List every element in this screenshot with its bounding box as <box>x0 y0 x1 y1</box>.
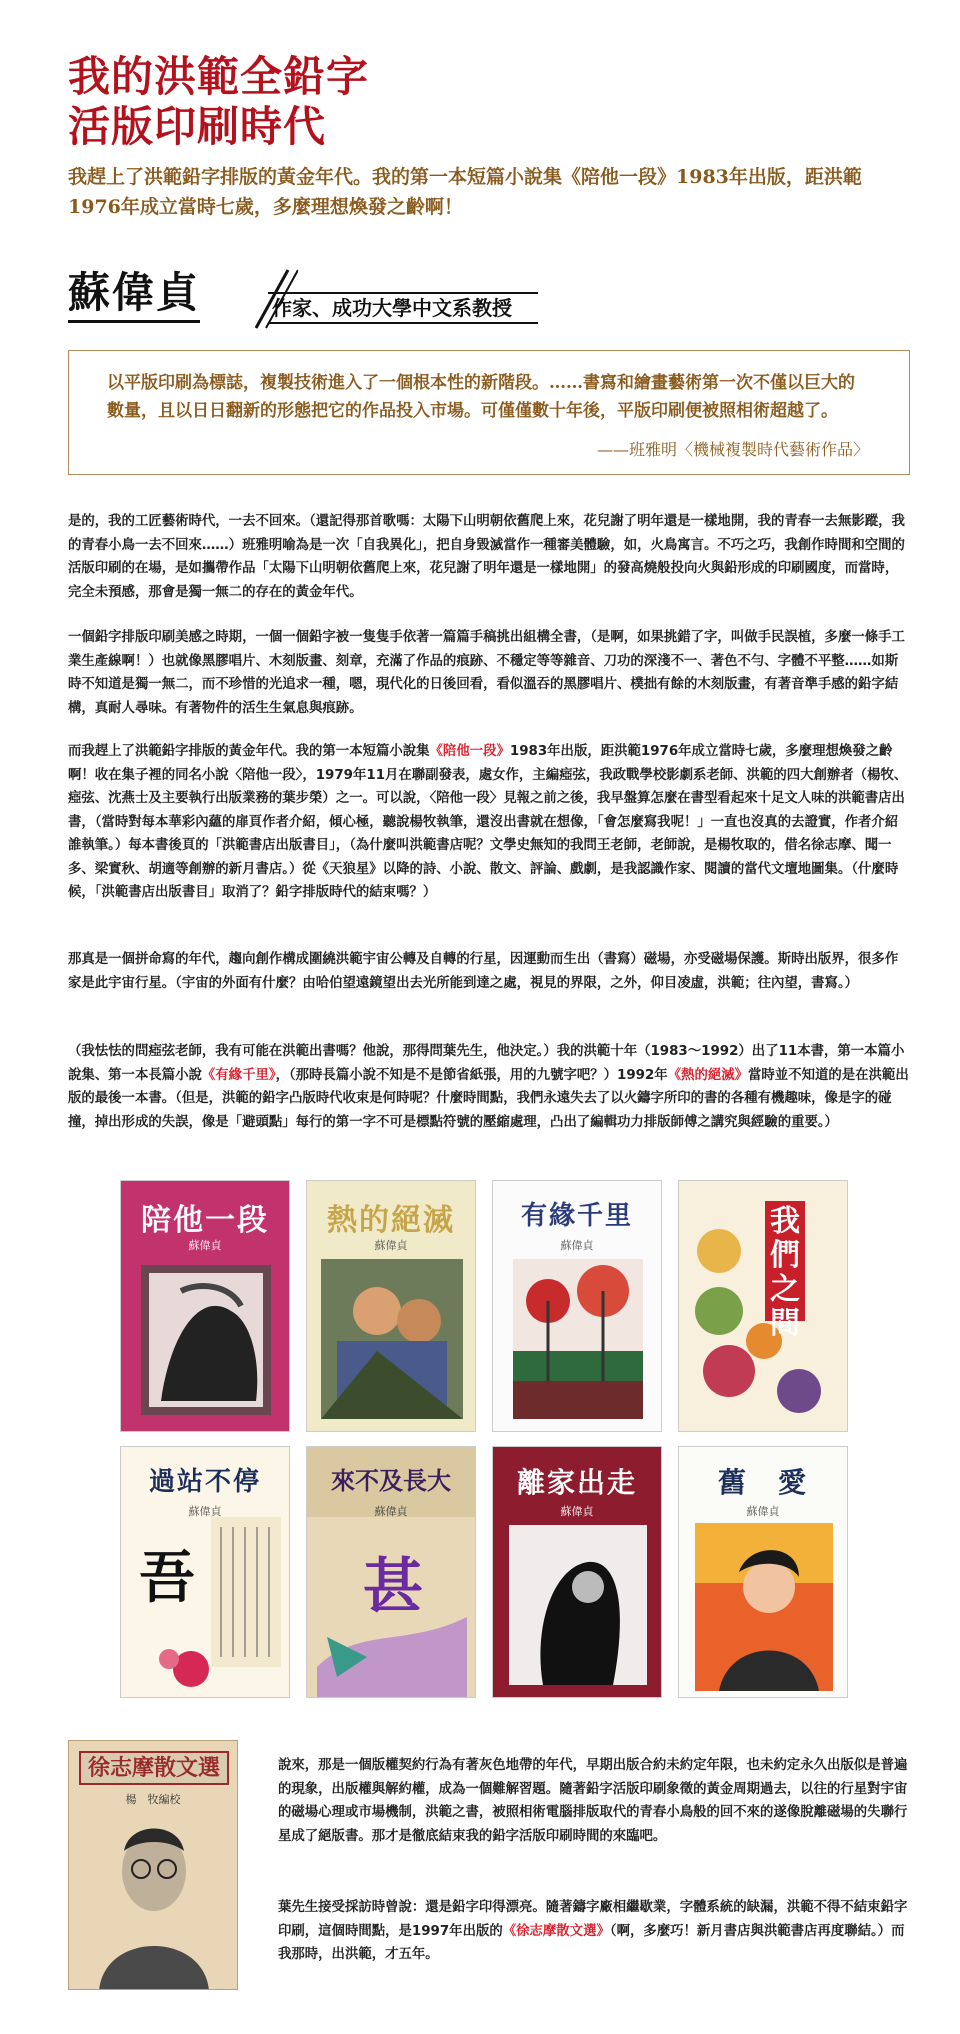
book-title-highlight: 《徐志摩散文選》 <box>502 1923 610 1939</box>
book-author: 蘇偉貞 <box>188 1505 222 1518</box>
book-title: 過站不停 <box>148 1467 261 1497</box>
svg-text:甚: 甚 <box>363 1552 423 1622</box>
svg-text:吾: 吾 <box>139 1545 195 1611</box>
book-cover-8 <box>678 1446 848 1698</box>
book-title: 舊 愛 <box>717 1466 808 1499</box>
author-name: 蘇偉貞 <box>68 266 200 323</box>
side-paragraph-2 <box>278 1896 908 1967</box>
book-title-highlight: 《熱的絕滅》 <box>667 1067 749 1083</box>
body-paragraph-3 <box>68 740 910 905</box>
book-author: 蘇偉貞 <box>746 1505 780 1518</box>
book-cover-1 <box>120 1180 290 1432</box>
body-text-span: 1983年出版，距洪範1976年成立當時七歲，多麼理想煥發之齡啊！收在集子裡的同名小說〈陪他一段〉，1979年11月在聯副發表，處女作，主編瘂弦，我政戰學校影劇系老師、洪範的四大創辦者（楊牧、瘂弦、沈燕士及主要執行出版業務的葉步榮）之一。可以說，〈陪他一段〉見報之前之後，我早盤算怎麼在書型看起來十足文人味的洪範書店出書，（當時對每本華彩內蘊的扉頁作者介紹，傾心極，聽說楊牧執筆，還沒出書就在想像，「會怎麼寫我呢！」一直也沒真的去證實，作者介紹誰執筆。）每本書後頁的「洪範書店出版書目」，（為什麼叫洪範書店呢？文學史無知的我問王老師，老師說，是楊牧取的，借名徐志摩、聞一多、梁實秋、胡適等創辦的新月書店。）從《天狼星》以降的詩、小說、散文、評論、戲劇，是我認識作家、閱讀的當代文壇地圖集。（什麼時候，「洪範書店出版書目」取消了？鉛字排版時代的結束嗎？） <box>68 744 908 900</box>
body-text-span: 而我趕上了洪範鉛字排版的黃金年代。我的第一本短篇小說集 <box>68 744 430 759</box>
title-line-2: 活版印刷時代 <box>68 102 327 151</box>
body-text-span: 葉先生接受採訪時曾說：還是鉛字印得漂亮。隨著鑄字廠相繼歇業，字體系統的缺漏，洪範不得不結束鉛字印刷，這個時間點，是1997年出版的 <box>278 1900 908 1939</box>
body-text-span: （我怯怯的問瘂弦老師，我有可能在洪範出書嗎？他說，那得問葉先生，他決定。）我的洪範十年（1983～1992）出了11本書，第一本篇小說集、第一本長篇小說 <box>68 1044 905 1083</box>
epigraph-source: ——班雅明〈機械複製時代藝術作品〉 <box>596 440 869 459</box>
body-text-span: 當時並不知道的是在洪範出版的最後一本書。（但是，洪範的鉛字凸版時代收束是何時呢？什麼時間點，我們永遠失去了以火鑄字所印的書的各種有機趣味，像是字的碰撞，掉出形成的失誤，像是「避頭點」每行的第一字不可是標點符號的壓縮處理，凸出了編輯功力排版師傅之講究與經驗的重要。） <box>68 1067 909 1130</box>
book-cover-7 <box>492 1446 662 1698</box>
book-cover-2 <box>306 1180 476 1432</box>
epigraph-box <box>68 350 910 475</box>
book-author: 蘇偉貞 <box>560 1505 594 1518</box>
book-author: 蘇偉貞 <box>374 1239 408 1252</box>
lead-paragraph: 我趕上了洪範鉛字排版的黃金年代。我的第一本短篇小說集《陪他一段》1983年出版，距洪範1976年成立當時七歲，多麼理想煥發之齡啊！ <box>68 166 862 218</box>
cover-illustration-icon <box>679 1181 848 1432</box>
book-cover-6 <box>306 1446 476 1698</box>
book-title: 來不及長大 <box>331 1466 451 1495</box>
portrait-illustration-icon <box>69 1741 238 1990</box>
book-cover-3 <box>492 1180 662 1432</box>
epigraph-text: 以平版印刷為標誌，複製技術進入了一個根本性的新階段。……書寫和繪畫藝術第一次不僅以巨大的數量，且以日日翻新的形態把它的作品投入市場。可僅僅數十年後，平版印刷便被照相術超越了。 <box>107 373 855 421</box>
book-cover-4 <box>678 1180 848 1432</box>
book-title: 有緣千里 <box>520 1201 633 1231</box>
body-text-span: （啊，多麼巧！新月書店與洪範書店再度聯結。）而我那時，出洪範，才五年。 <box>278 1923 905 1962</box>
body-paragraph-4: 那真是一個拼命寫的年代，趨向創作構成圍繞洪範宇宙公轉及自轉的行星，因運動而生出（書寫）磁場，亦受磁場保護。斯時出版界，很多作家是此宇宙行星。（宇宙的外面有什麼？由哈伯望遠鏡望出去光所能到達之處，視見的界限，之外，仰目凌虛，洪範；往內望，書寫。） <box>68 952 899 991</box>
body-paragraph-1: 是的，我的工匠藝術時代，一去不回來。（還記得那首歌嗎：太陽下山明朝依舊爬上來，花兒謝了明年還是一樣地開，我的青春一去無影蹤，我的青春小鳥一去不回來……）班雅明喻為是一次「自我異化」，把自身毀滅當作一種審美體驗，如，火鳥寓言。不巧之巧，我創作時間和空間的活版印刷的在場，是如攜帶作品「太陽下山明朝依舊爬上來，花兒謝了明年還是一樣地開」的發高燒般投向火與鉛形成的印刷國度，而當時，完全未預感，那會是獨一無二的存在的黃金年代。 <box>68 514 905 600</box>
author-role: 作家、成功大學中文系教授 <box>268 292 538 324</box>
side-paragraph-1: 說來，那是一個版權契約行為有著灰色地帶的年代，早期出版合約未約定年限，也未約定永久出版似是普遍的現象，出版權與解約權，成為一個難解習題。隨著鉛字活版印刷象徵的黃金周期過去，以往的行星對宇宙的磁場心理或市場機制，洪範之書，被照相術電腦排版取代的青春小鳥般的回不來的遂像脫離磁場的失聯行星成了絕版書。那才是徹底結束我的鉛字活版印刷時間的來臨吧。 <box>278 1758 908 1844</box>
book-author: 蘇偉貞 <box>374 1505 408 1518</box>
book-title: 離家出走 <box>516 1466 637 1499</box>
book-title: 陪他一段 <box>121 1195 289 1239</box>
title-line-1: 我的洪範全鉛字 <box>68 52 370 101</box>
book-cover-5 <box>120 1446 290 1698</box>
book-title-highlight: 《陪他一段》 <box>429 744 510 759</box>
book-editor: 楊 牧編校 <box>125 1793 181 1806</box>
body-paragraph-2: 一個鉛字排版印刷美感之時期，一個一個鉛字被一隻隻手依著一篇篇手稿挑出組構全書，（是啊，如果挑錯了字，叫做手民誤植，多麼一條手工業生產線啊！）也就像黑膠唱片、木刻版畫、刻章，充滿了作品的痕跡、不穩定等等雜音、刀功的深淺不一、著色不勻、字體不平整……如斯時不知道是獨一無二，而不珍惜的光追求一種，嗯，現代化的日後回看，看似溫吞的黑膠唱片、樸拙有餘的木刻版畫，有著音準手感的鉛字結構，真耐人尋味。有著物件的活生生氣息與痕跡。 <box>68 630 905 716</box>
book-author: 蘇偉貞 <box>560 1239 594 1252</box>
book-title: 熱的絕滅 <box>327 1203 455 1238</box>
page-title <box>68 52 369 152</box>
body-paragraph-5 <box>68 1040 910 1134</box>
author-byline <box>68 262 528 332</box>
xu-zhimo-book-cover <box>68 1740 238 1990</box>
book-title: 我們之間 <box>770 1204 800 1341</box>
book-author: 蘇偉貞 <box>188 1239 222 1252</box>
body-text-span: ，（那時長篇小說不知是不是節省紙張，用的九號字吧？）1992年 <box>275 1067 668 1083</box>
book-title-highlight: 《有緣千里》 <box>201 1067 276 1083</box>
book-title: 徐志摩散文選 <box>79 1751 229 1785</box>
